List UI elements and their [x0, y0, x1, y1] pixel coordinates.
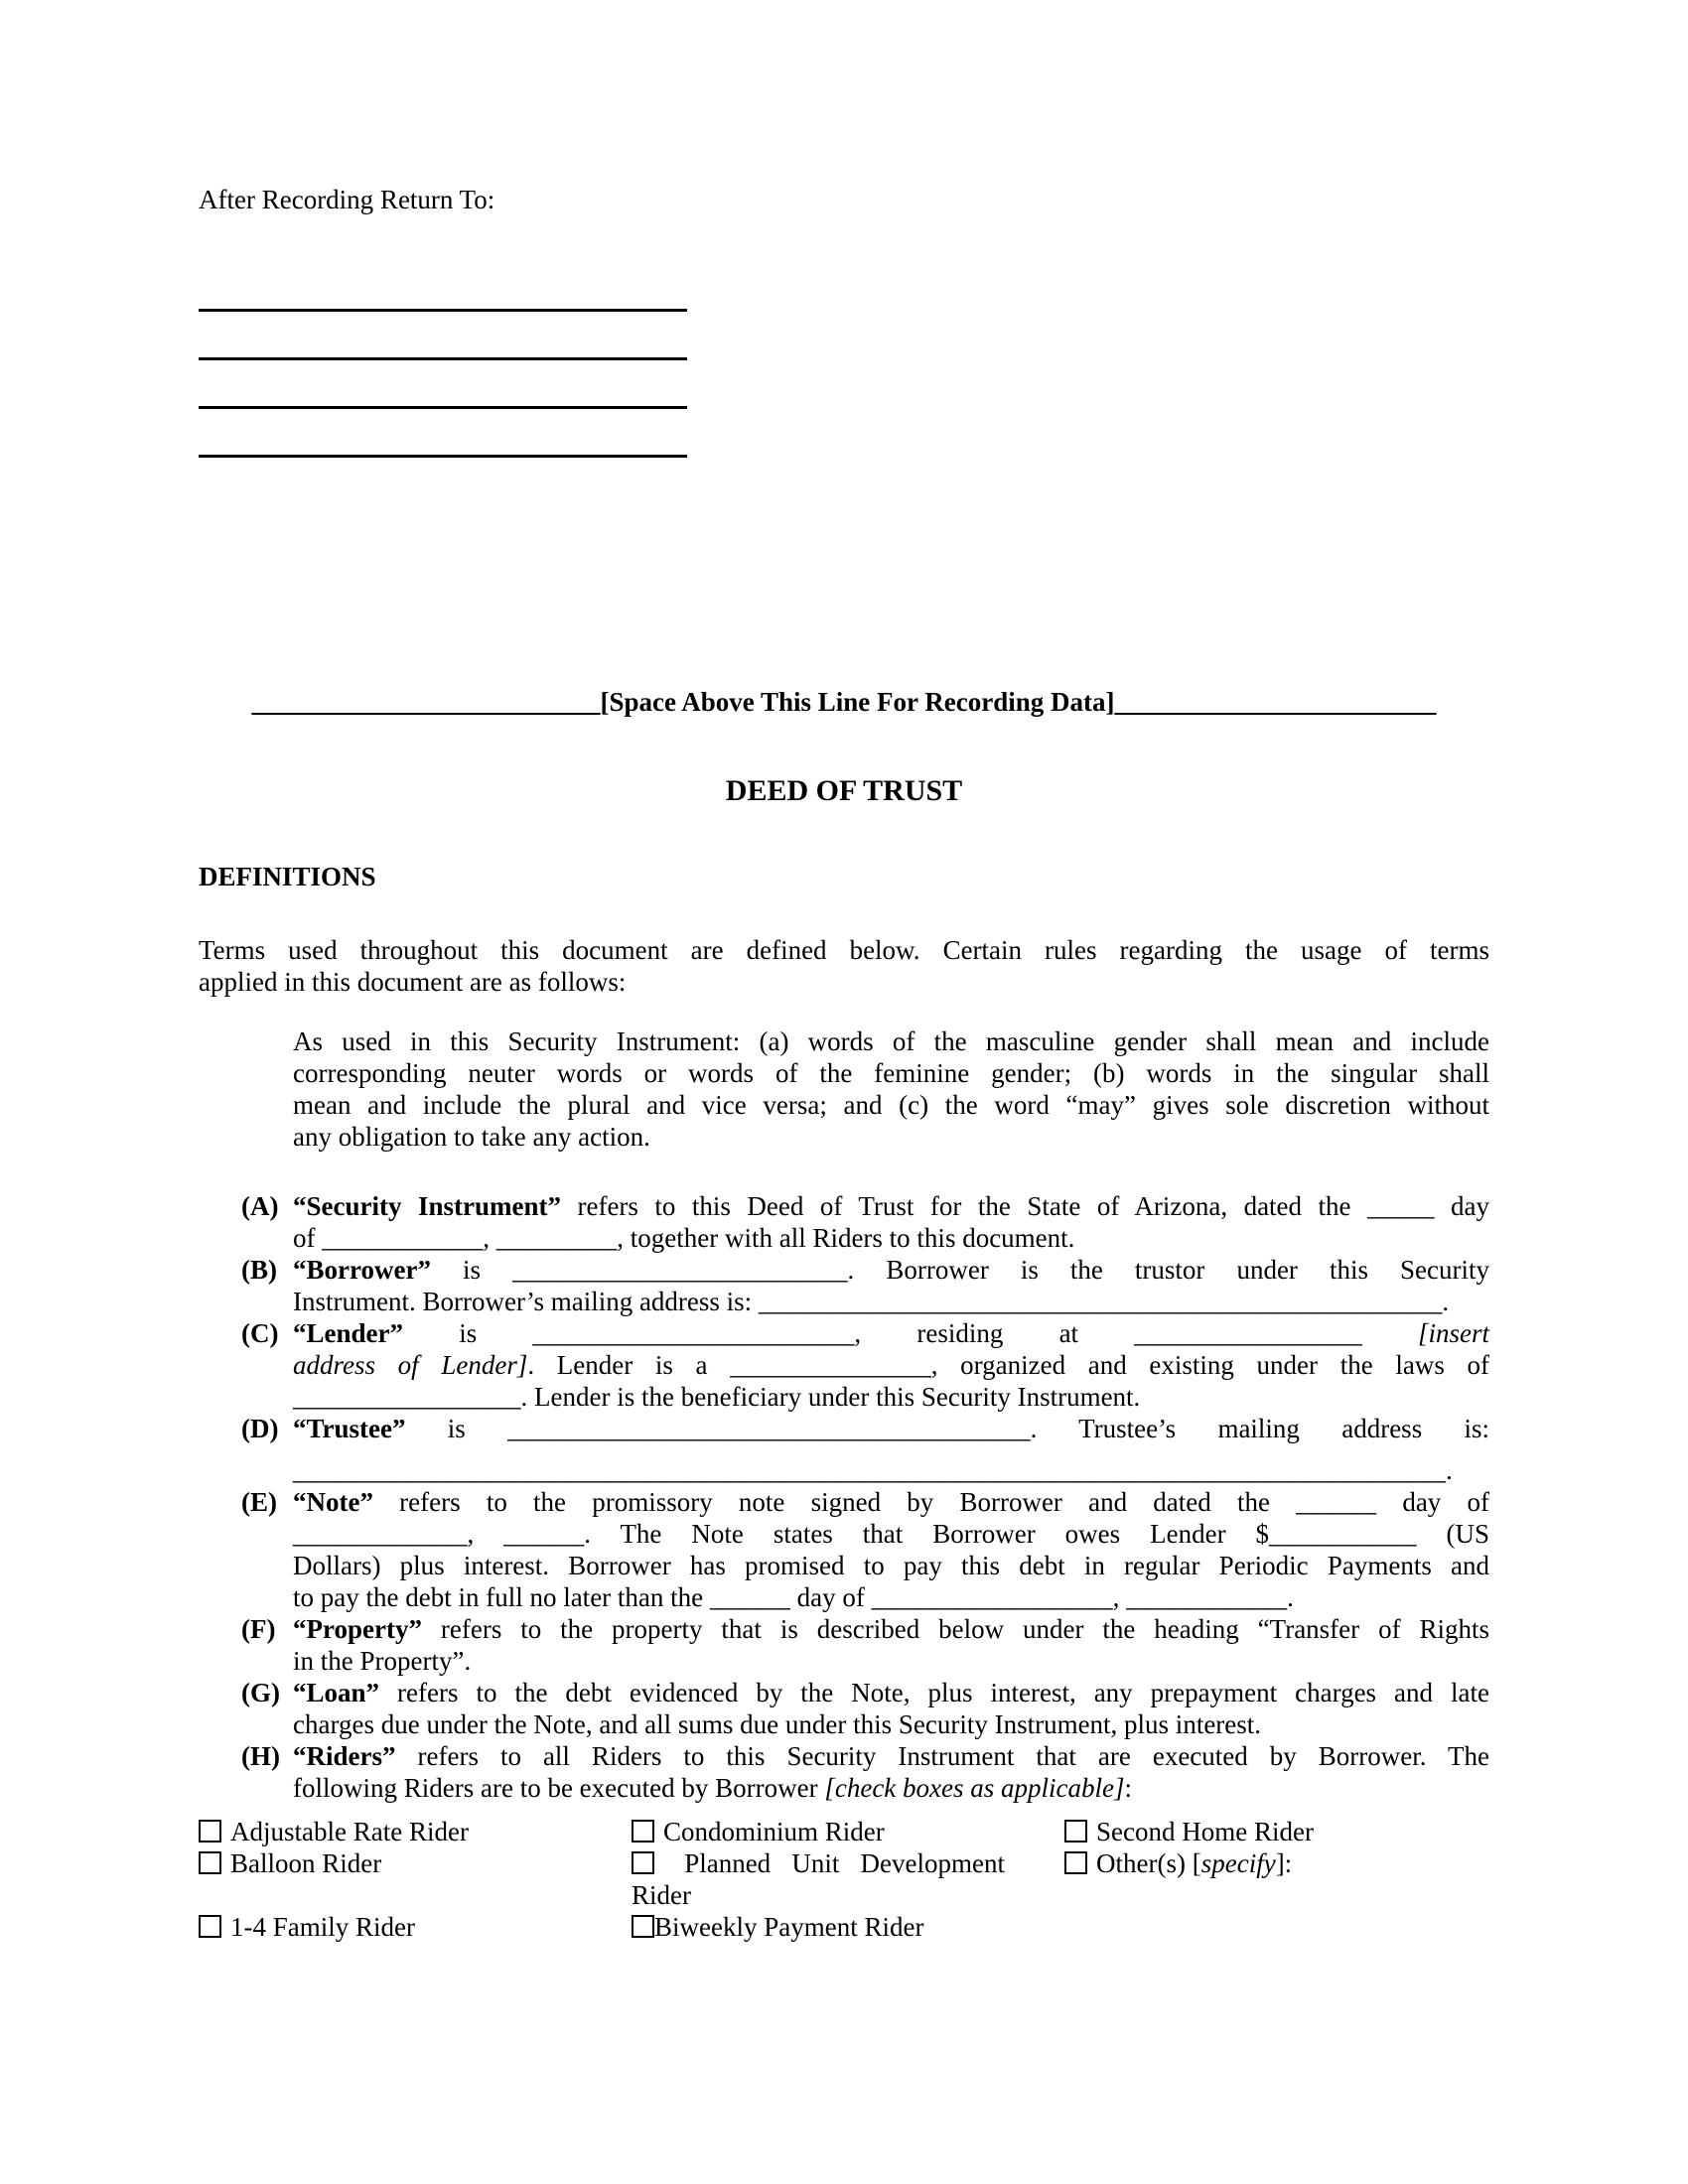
rider-option-others: [1064, 1847, 1489, 1911]
definition-line: ______________________________________________________________________________________.: [293, 1455, 1453, 1485]
definition-item-lender: [199, 1317, 1489, 1413]
rider-label: Other(s) [specify]:: [1096, 1848, 1293, 1878]
definition-label: (C): [241, 1318, 279, 1348]
definition-label: (F): [241, 1614, 276, 1644]
definition-line: Dollars) plus interest. Borrower has promised to pay this debt in regular Periodic Payments and: [293, 1551, 1489, 1580]
definition-line: of ____________, _________, together with all Riders to this document.: [293, 1223, 1075, 1253]
divider-right-line: ________________________: [1114, 687, 1437, 717]
definition-line: _________________. Lender is the beneficiary under this Security Instrument.: [293, 1382, 1141, 1412]
rider-option-1-4-family: [199, 1911, 632, 1943]
definition-label: (E): [241, 1487, 277, 1517]
rider-label: Condominium Rider: [663, 1817, 885, 1846]
usage-line: As used in this Security Instrument: (a) words of the masculine gender shall mean and include: [293, 1026, 1489, 1056]
checkbox-1-4-family-rider[interactable]: [199, 1915, 221, 1938]
definitions-heading: DEFINITIONS: [199, 862, 376, 891]
checkbox-balloon-rider[interactable]: [199, 1851, 221, 1874]
definition-line: “Trustee” is _______________________________________. Trustee’s mailing address is:: [293, 1414, 1489, 1443]
rider-option-second-home: [1064, 1816, 1489, 1847]
definition-item-riders: [199, 1740, 1489, 1804]
rider-option-balloon: [199, 1847, 632, 1911]
rider-label: Adjustable Rate Rider: [230, 1817, 469, 1846]
definition-line: “Loan” refers to the debt evidenced by the Note, plus interest, any prepayment charges and late: [293, 1678, 1489, 1707]
definition-label: (D): [241, 1414, 279, 1443]
return-address-line: [199, 360, 687, 409]
usage-paragraph: [199, 1025, 1489, 1153]
rider-grid-empty-cell: [1064, 1911, 1489, 1943]
checkbox-condominium-rider[interactable]: [632, 1820, 654, 1843]
definition-line: in the Property”.: [293, 1646, 472, 1676]
return-address-line: [199, 263, 687, 312]
definition-line: “Security Instrument” refers to this Deed of Trust for the State of Arizona, dated the _____ day: [293, 1191, 1490, 1221]
rider-option-adjustable-rate: [199, 1816, 632, 1847]
definition-label: (G): [241, 1678, 280, 1707]
rider-option-condominium: [632, 1816, 1064, 1847]
definitions-list: [199, 1190, 1489, 1804]
definition-line: “Lender” is ________________________, residing at _________________ [insert: [293, 1318, 1489, 1348]
intro-paragraph: [199, 934, 1489, 998]
divider-label: [Space Above This Line For Recording Data]: [600, 687, 1115, 717]
definition-item-security-instrument: [199, 1190, 1489, 1254]
definition-line: following Riders are to be executed by Borrower [check boxes as applicable]:: [293, 1773, 1133, 1803]
rider-checkbox-grid: [199, 1816, 1489, 1943]
rider-label: 1-4 Family Rider: [230, 1912, 415, 1942]
after-recording-label: After Recording Return To:: [199, 185, 495, 214]
rider-option-planned-unit-development: [632, 1847, 1064, 1911]
definition-item-borrower: [199, 1254, 1489, 1317]
checkbox-second-home-rider[interactable]: [1064, 1820, 1087, 1843]
rider-label: Second Home Rider: [1096, 1817, 1314, 1846]
usage-line: corresponding neuter words or words of the feminine gender; (b) words in the singular shall: [293, 1058, 1489, 1088]
checkbox-biweekly-payment-rider[interactable]: [632, 1915, 654, 1938]
checkbox-adjustable-rate-rider[interactable]: [199, 1820, 221, 1843]
rider-label: Biweekly Payment Rider: [654, 1912, 924, 1942]
definition-item-trustee: [199, 1413, 1489, 1486]
definition-item-note: [199, 1486, 1489, 1613]
definition-line: “Property” refers to the property that is described below under the heading “Transfer of Rights: [293, 1614, 1489, 1644]
usage-line: any obligation to take any action.: [293, 1122, 650, 1152]
definition-line: address of Lender]. Lender is a _______________, organized and existing under the laws of: [293, 1350, 1489, 1380]
divider-left-line: __________________________: [251, 687, 601, 717]
definition-line: to pay the debt in full no later than the ______ day of __________________, ____________.: [293, 1582, 1294, 1612]
definition-line: _____________, ______. The Note states that Borrower owes Lender $___________ (US: [293, 1519, 1489, 1549]
definition-line: “Borrower” is _________________________. Borrower is the trustor under this Security: [293, 1255, 1489, 1285]
checkbox-others[interactable]: [1064, 1851, 1087, 1874]
return-address-lines: [199, 263, 1489, 458]
definition-item-loan: [199, 1677, 1489, 1740]
rider-label: Balloon Rider: [230, 1848, 382, 1878]
rider-option-biweekly-payment: [632, 1911, 1064, 1943]
definition-label: (H): [241, 1741, 280, 1771]
definition-label: (B): [241, 1255, 277, 1285]
checkbox-planned-unit-development-rider[interactable]: [632, 1851, 654, 1874]
return-address-line: [199, 312, 687, 360]
intro-line: Terms used throughout this document are defined below. Certain rules regarding the usage of terms: [199, 935, 1489, 965]
definition-label: (A): [241, 1191, 279, 1221]
page-title: DEED OF TRUST: [725, 774, 963, 807]
definition-line: “Riders” refers to all Riders to this Security Instrument that are executed by Borrower. The: [293, 1741, 1489, 1771]
definition-line: Instrument. Borrower’s mailing address is: ___________________________________________________.: [293, 1287, 1450, 1316]
definition-line: charges due under the Note, and all sums due under this Security Instrument, plus interest.: [293, 1709, 1262, 1739]
usage-line: mean and include the plural and vice versa; and (c) the word “may” gives sole discretion without: [293, 1090, 1489, 1120]
definition-line: “Note” refers to the promissory note signed by Borrower and dated the ______ day of: [293, 1487, 1489, 1517]
rider-label: Planned Unit Development Rider: [632, 1848, 1005, 1910]
return-address-line: [199, 409, 687, 458]
recording-data-divider: [199, 686, 1489, 718]
definition-item-property: [199, 1613, 1489, 1677]
intro-line: applied in this document are as follows:: [199, 967, 627, 997]
